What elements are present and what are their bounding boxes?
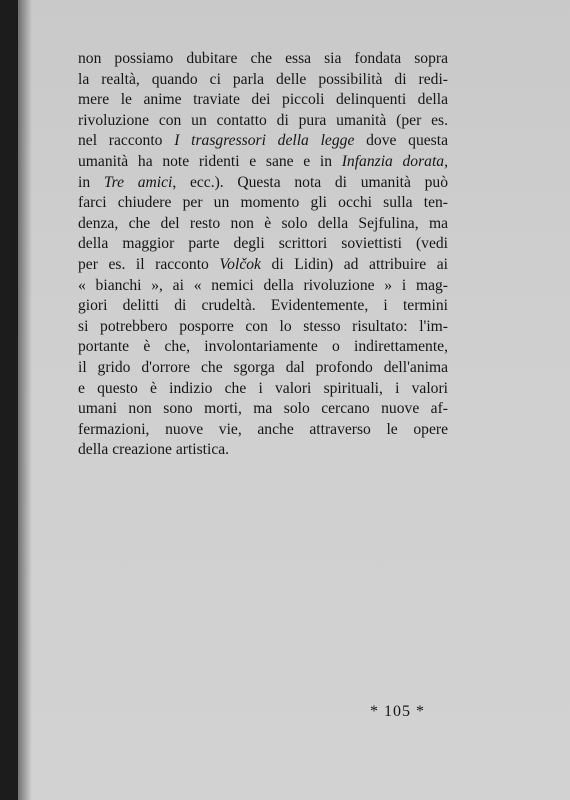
text-run: « bianchi », ai « nemici della rivoluzione » i mag- xyxy=(78,276,448,294)
text-run: non possiamo dubitare che essa sia fondata sopra xyxy=(78,50,448,67)
italic-title: Tre amici xyxy=(103,173,173,191)
text-run: per es. il racconto xyxy=(78,255,220,273)
italic-title: Volčok xyxy=(219,255,261,273)
text-run: farci chiudere per un momento gli occhi sulla ten- xyxy=(78,194,448,212)
text-line xyxy=(78,255,448,276)
text-run: della maggior parte degli scrittori soviettisti (vedi xyxy=(78,235,448,253)
text-run: della creazione artistica. xyxy=(78,441,230,459)
text-run: di Lidin) ad attribuire ai xyxy=(260,255,448,273)
text-run: rivoluzione con un contatto di pura umanità (per es. xyxy=(78,111,448,129)
text-run: denza, che del resto non è solo della Sejfulina, ma xyxy=(78,214,448,232)
text-run: si potrebbero posporre con lo stesso risultato: l'im- xyxy=(78,317,448,335)
text-run: il grido d'orrore che sgorga dal profondo dell'anima xyxy=(78,358,448,376)
text-line xyxy=(78,420,448,441)
text-line xyxy=(78,90,448,111)
text-line xyxy=(78,317,448,338)
text-run: , ecc.). Questa nota di umanità può xyxy=(172,173,448,191)
text-run: nel racconto xyxy=(78,132,175,150)
text-line xyxy=(78,111,448,132)
text-line xyxy=(78,131,448,152)
text-line xyxy=(78,49,448,70)
text-line xyxy=(78,193,448,214)
text-run: umanità ha note ridenti e sane e in xyxy=(78,152,342,170)
text-line xyxy=(78,214,448,235)
text-run: giori delitti di crudeltà. Evidentemente, i termini xyxy=(78,297,448,315)
text-line xyxy=(78,152,448,173)
text-line xyxy=(78,399,448,420)
text-line xyxy=(78,173,448,194)
text-line xyxy=(78,379,448,400)
text-run: umani non sono morti, ma solo cercano nuove af- xyxy=(78,400,448,418)
text-run: portante è che, involontariamente o indirettamente, xyxy=(78,338,448,356)
text-line xyxy=(78,358,448,379)
text-line xyxy=(78,337,448,358)
text-line xyxy=(78,296,448,317)
italic-title: I trasgressori della legge xyxy=(174,132,355,150)
text-line xyxy=(78,70,448,91)
page-number: * 105 * xyxy=(370,703,425,720)
body-text xyxy=(78,49,448,461)
text-run: dove questa xyxy=(354,132,448,150)
page-gutter-shadow xyxy=(18,0,32,800)
text-run: in xyxy=(78,173,104,191)
text-run: mere le anime traviate dei piccoli delinquenti della xyxy=(78,91,448,109)
text-line xyxy=(78,234,448,255)
text-run: la realtà, quando ci parla delle possibilità di redi- xyxy=(78,70,448,88)
text-run: fermazioni, nuove vie, anche attraverso le opere xyxy=(78,420,448,438)
italic-title: Infanzia dorata, xyxy=(341,152,448,170)
text-line xyxy=(78,440,448,461)
text-line xyxy=(78,276,448,297)
text-run: e questo è indizio che i valori spirituali, i valori xyxy=(78,379,448,397)
